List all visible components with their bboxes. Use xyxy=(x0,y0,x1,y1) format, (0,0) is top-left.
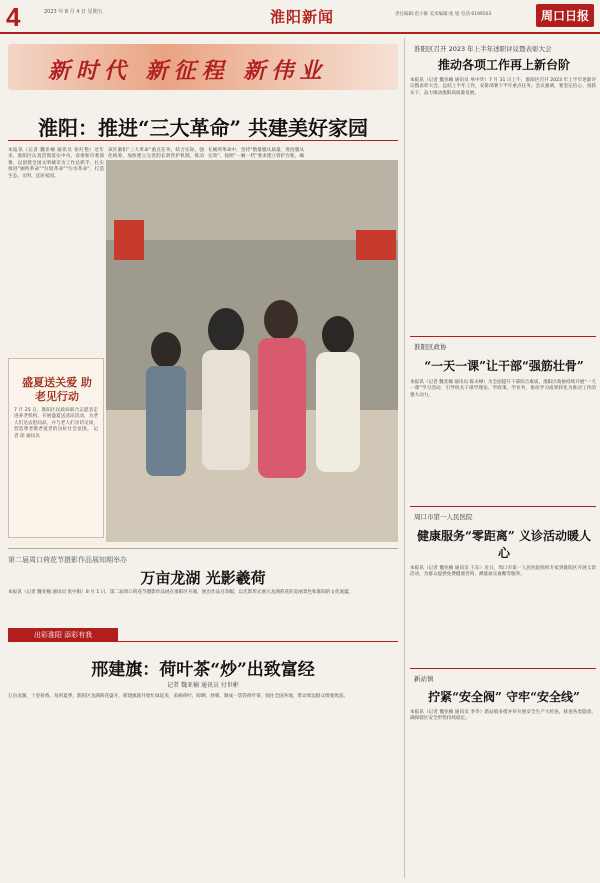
story1-body: 本报讯（记者 魏亚楠 通讯员 单中华）7 月 31 日上午，淮阳区召开 2023 年上半年述职评议暨表彰大会，总结上半年工作，安排部署下半年重点任务。会议强调，要坚定信心、真抓实干，奋力推动淮阳高质量发展。 xyxy=(410,78,596,96)
story3-body: 本报讯（记者 魏亚楠 通讯员 王东）近日，周口市第一人民医院组织专家到淮阳区开展义诊活动，为群众提供免费健康咨询、测量血压血糖等服务。 xyxy=(410,566,596,578)
column-divider xyxy=(404,38,405,878)
story4-rule xyxy=(410,668,596,669)
story4-kicker: 新站镇 xyxy=(414,675,434,683)
theme-banner xyxy=(8,44,398,90)
lead-headline: 淮阳：推进“三大革命” 共建美好家园 xyxy=(38,116,368,140)
story3-headline: 健康服务“零距离” 义诊活动暖人心 xyxy=(417,529,591,560)
sidebar-body: 7 月 25 日，淮阳区民政局联合志愿者走进养老机构，开展盛夏送清凉活动，为老人们送去慰问品，并与老人们亲切交谈，营造尊老敬老爱老的良好社会氛围。 记者 徐 通讯员 xyxy=(14,408,98,439)
lead-body-col-1: 本报讯（记者 魏亚楠 通讯员 张红艳）近年来，淮阳区认真贯彻落实中央、省委和市委部署，以创建全国文明城市为工作总抓手，扎实推进“厕所革命”“垃圾革命”“污水革命”，打造生态、文明、宜居家园。 xyxy=(8,148,104,179)
second-body: 本报讯（记者 魏亚楠 通讯员 张中阳）8 月 1 日，第二届周口荷花节摄影作品展在淮阳区开幕，展出作品百余幅，以光影形式展示龙湖荷花的美丽景色和淮阳的文化底蕴。 xyxy=(8,590,354,595)
issue-date: 2023 年 8 月 4 日 星期五 xyxy=(44,9,103,15)
column-tag: 出彩淮阳 添彩有我 xyxy=(8,628,118,642)
story4-body: 本报讯（记者 魏亚楠 通讯员 李华）新站镇多措并举开展安全生产大检查，排查各类隐患，确保辖区安全形势持续稳定。 xyxy=(410,710,596,722)
story2-kicker: 淮阳区政协 xyxy=(414,343,447,351)
story1-kicker: 淮阳区召开 2023 年上半年述职评议暨表彰大会 xyxy=(414,45,552,53)
headline-rule xyxy=(8,140,398,141)
lead-photo-drawing xyxy=(106,160,398,542)
third-body: 万亩龙湖，十里荷香。每到夏季，淮阳区龙湖荷花盛开，邢建旗就开始忙碌起来，采摘荷叶、晾晒、炒制，制成一袋袋荷叶茶，销往全国各地，带动周边群众增收致富。 xyxy=(8,694,348,699)
lead-body-col-3: 在厕所革命中，坚持“数量服从质量、进度服从实效”，按照“一厕一档”要求建立管护台账，确 xyxy=(208,148,304,160)
banner-text: 新时代 新征程 新伟业 xyxy=(48,58,328,84)
story3-rule xyxy=(410,506,596,507)
story3-kicker: 周口市第一人民医院 xyxy=(414,513,473,521)
editors-line: 责任编辑:范小静 美术编辑:张 旭 电话:6199503 xyxy=(395,12,492,17)
paper-logo: 周口日报 xyxy=(536,4,594,27)
section-rule xyxy=(8,548,398,549)
third-headline: 邢建旗：荷叶茶“炒”出致富经 xyxy=(91,660,315,680)
story2-rule xyxy=(410,336,596,337)
story4-headline: 拧紧“安全阀” 守牢“安全线” xyxy=(428,690,580,704)
lead-photo xyxy=(106,160,398,542)
story2-body: 本报讯（记者 魏亚楠 通讯员 陈永峰）为全面提升干部综合素质，淮阳区政协持续开展“一天一课”学习活动，引导机关干部学理论、学政策、学业务，推动学习成果转化为推动工作的强大动力。 xyxy=(410,380,596,398)
second-headline: 万亩龙湖 光影羲荷 xyxy=(140,569,266,587)
tag-rule xyxy=(118,641,398,642)
sidebar-title: 盛夏送关爱 助老见行动 xyxy=(22,376,92,403)
page-number: 4 xyxy=(6,2,21,32)
masthead xyxy=(0,0,600,34)
lead-body-col-2: 该区紧扣“三大革命”重点任务，结合实际，强化统筹，加快建立完善的长效管护机制，推动 xyxy=(108,148,204,160)
story2-headline: “一天一课”让干部“强筋壮骨” xyxy=(424,359,584,373)
section-title: 淮阳新闻 xyxy=(270,8,335,26)
story1-headline: 推动各项工作再上新台阶 xyxy=(437,58,570,72)
third-byline: 记者 魏亚楠 通讯员 付世彬 xyxy=(167,682,239,689)
second-kicker: 第二届周口荷花节摄影作品展知期举办 xyxy=(8,556,127,564)
